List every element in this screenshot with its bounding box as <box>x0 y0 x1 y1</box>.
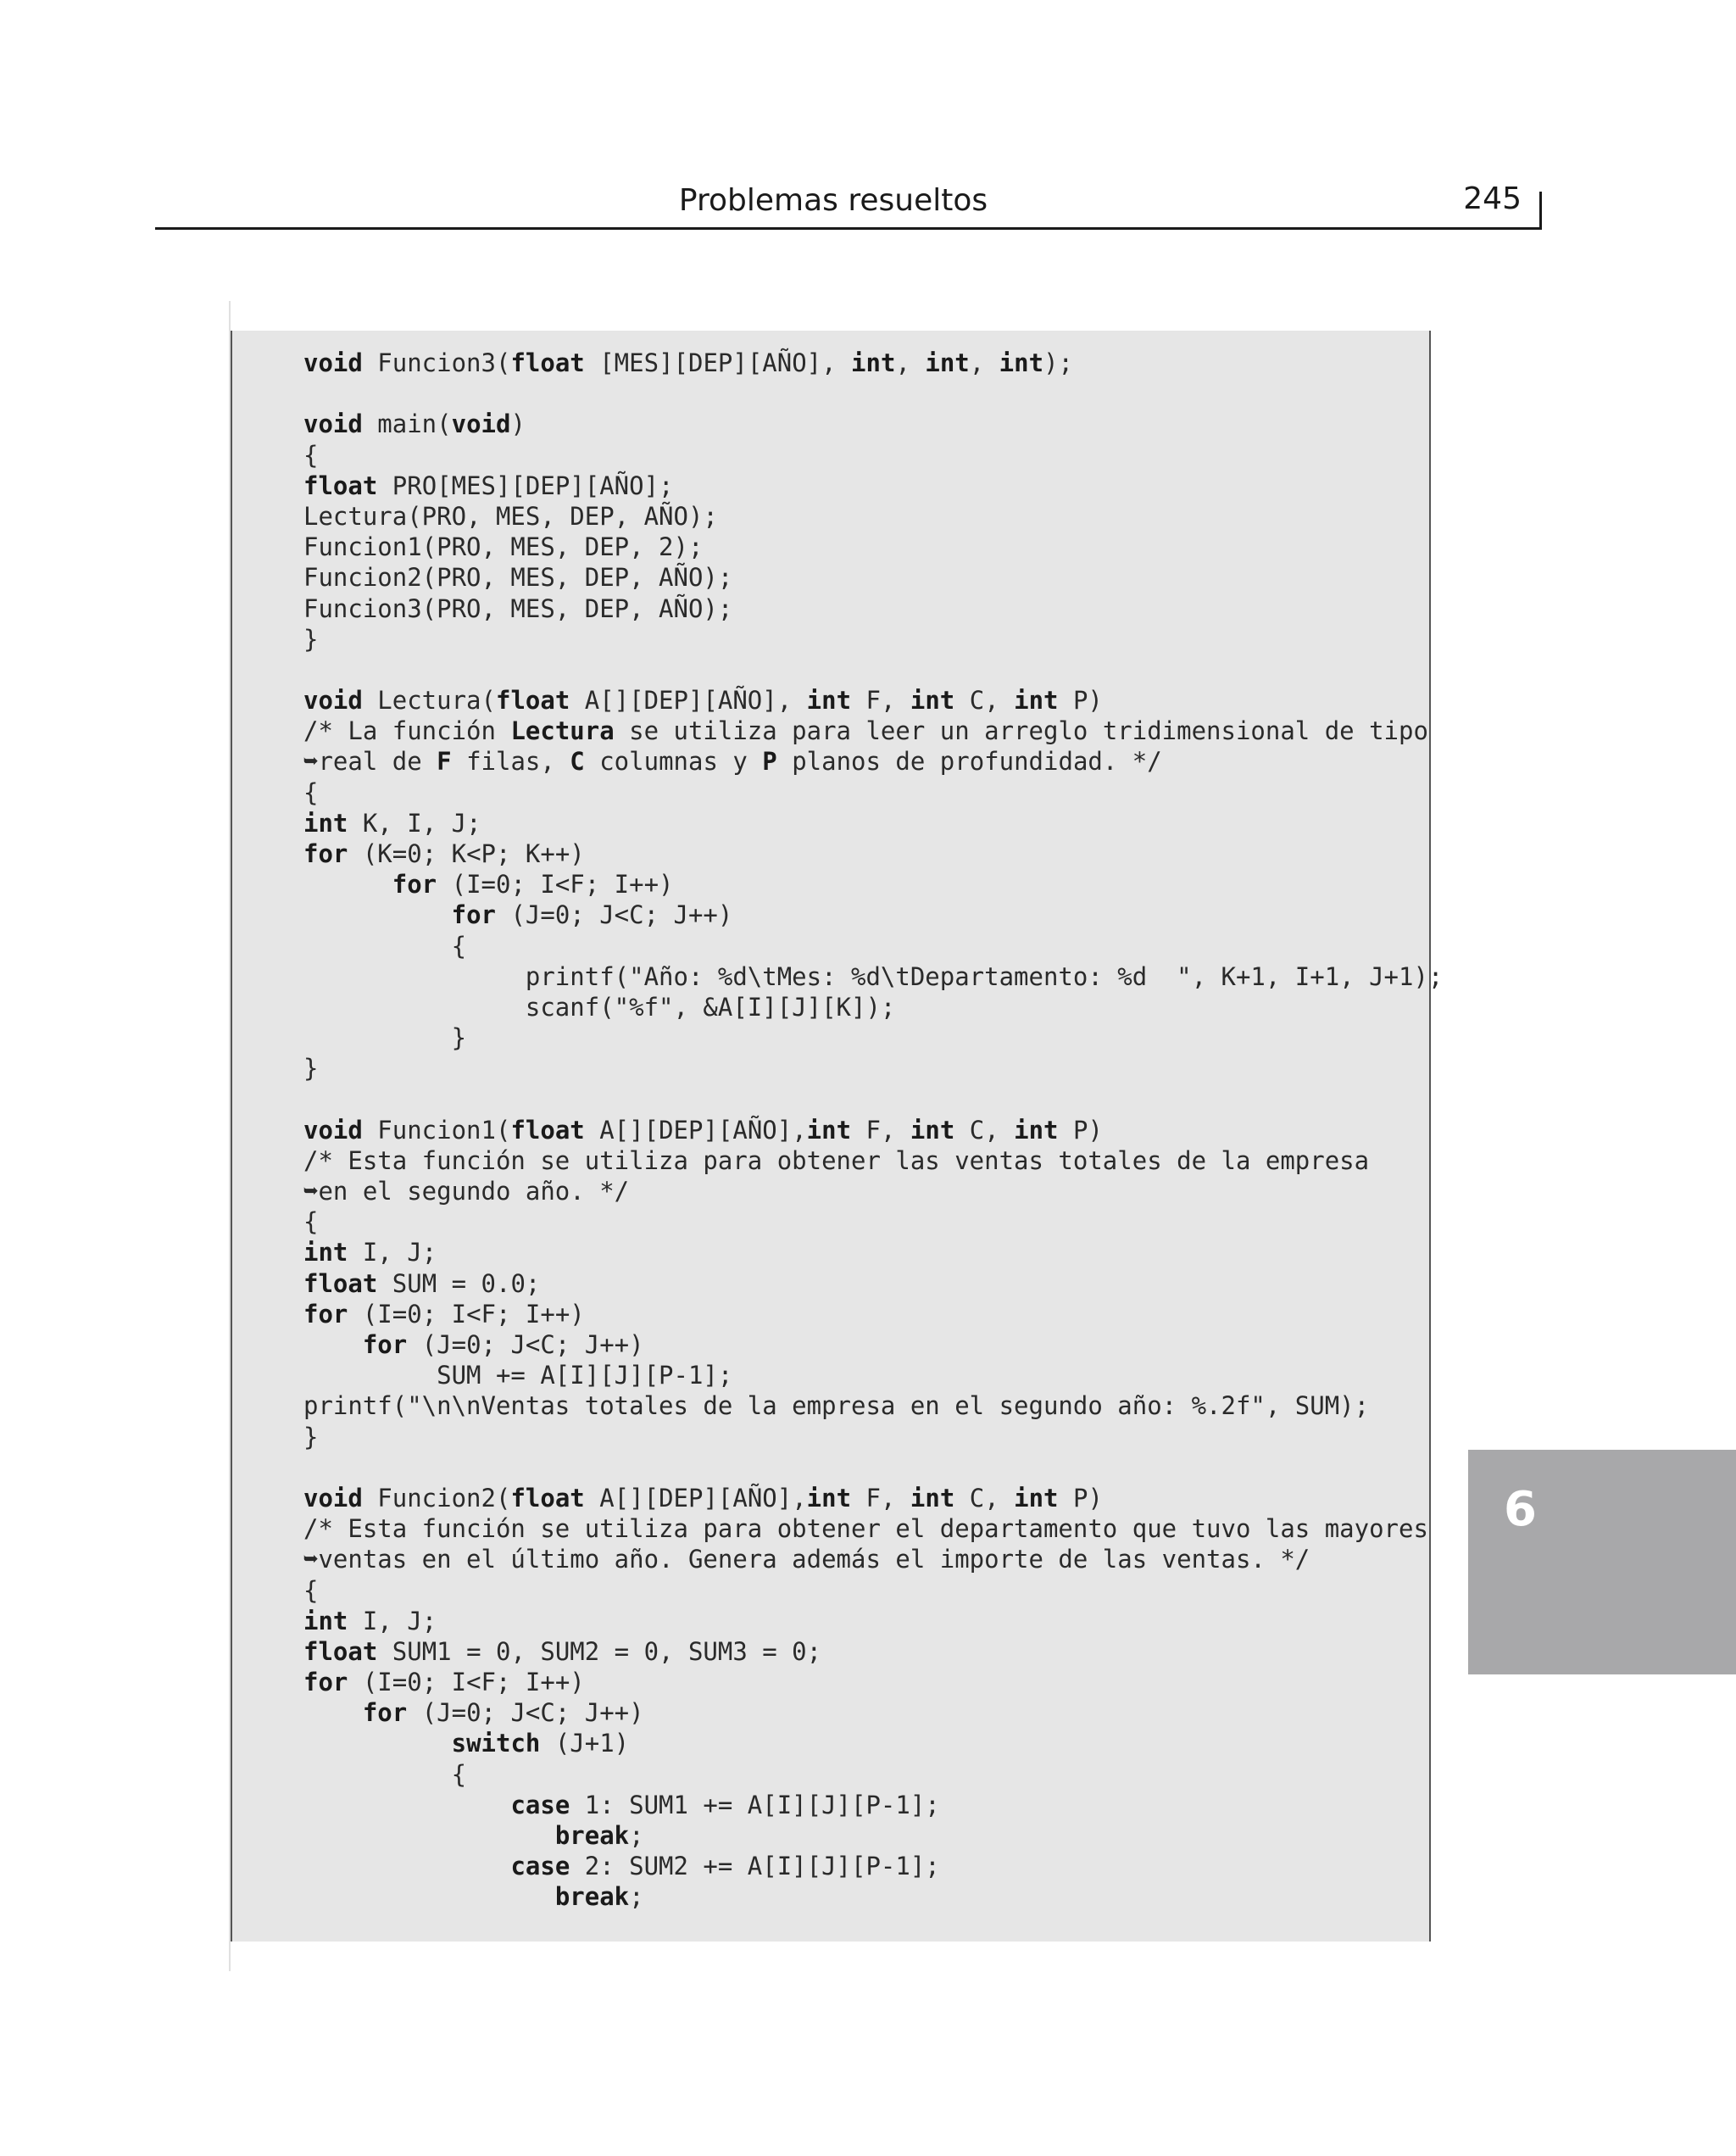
code-line: ➥ventas en el último año. Genera además el importe de las ventas. */ <box>303 1545 1310 1574</box>
code-line: } <box>303 1054 319 1084</box>
code-line: ➥real de F filas, C columnas y P planos de profundidad. */ <box>303 747 1162 777</box>
code-line: void Funcion3(float [MES][DEP][AÑO], int, int, int); <box>303 348 1073 377</box>
header-tick <box>1539 192 1542 230</box>
code-line: /* Esta función se utiliza para obtener el departamento que tuvo las mayores <box>303 1514 1428 1544</box>
code-line: } <box>303 624 319 654</box>
code-line <box>303 1084 1443 1115</box>
code-line: printf("Año: %d\tMes: %d\tDepartamento: %d ", K+1, I+1, J+1); <box>303 961 1444 991</box>
code-line: void Funcion1(float A[][DEP][AÑO],int F, int C, int P) <box>303 1115 1103 1145</box>
page-header <box>155 170 1542 231</box>
chapter-number: 6 <box>1504 1482 1537 1537</box>
code-line: { <box>303 777 319 807</box>
code-line: for (J=0; J<C; J++) <box>362 1330 644 1359</box>
header-rule <box>155 227 1542 230</box>
code-line: Funcion2(PRO, MES, DEP, AÑO); <box>303 563 733 593</box>
page-title: Problemas resueltos <box>678 183 988 218</box>
page-number: 245 <box>1463 181 1522 216</box>
code-line: void Funcion2(float A[][DEP][AÑO],int F, int C, int P) <box>303 1483 1103 1513</box>
code-line: { <box>303 931 467 961</box>
code-line: case 2: SUM2 += A[I][J][P-1]; <box>510 1852 940 1881</box>
code-line: scanf("%f", &A[I][J][K]); <box>303 992 896 1022</box>
code-line: int I, J; <box>303 1238 437 1267</box>
code-line: break; <box>554 1821 644 1850</box>
code-listing <box>303 348 1443 1913</box>
code-line: Funcion1(PRO, MES, DEP, 2); <box>303 532 704 562</box>
code-line: { <box>303 1759 467 1789</box>
code-line: break; <box>554 1882 644 1912</box>
code-line: float SUM = 0.0; <box>303 1268 541 1298</box>
code-line: /* La función Lectura se utiliza para leer un arreglo tridimensional de tipo <box>303 716 1428 746</box>
code-line: switch (J+1) <box>451 1729 630 1758</box>
code-line: for (J=0; J<C; J++) <box>362 1698 644 1728</box>
code-line <box>303 655 1443 685</box>
code-line: printf("\n\nVentas totales de la empresa en el segundo año: %.2f", SUM); <box>303 1391 1370 1421</box>
code-line: int I, J; <box>303 1606 437 1635</box>
code-line: { <box>303 1575 319 1605</box>
code-line: /* Esta función se utiliza para obtener las ventas totales de la empresa <box>303 1145 1370 1175</box>
code-line: for (K=0; K<P; K++) <box>303 839 585 868</box>
code-line <box>303 1452 1443 1483</box>
code-line: SUM += A[I][J][P-1]; <box>303 1361 733 1390</box>
chapter-tab <box>1468 1450 1736 1674</box>
code-line: for (J=0; J<C; J++) <box>451 900 733 930</box>
code-line <box>303 378 1443 409</box>
code-line: { <box>303 1207 319 1237</box>
code-line: void main(void) <box>303 409 526 439</box>
code-line: } <box>303 1422 319 1451</box>
code-line: for (I=0; I<F; I++) <box>392 870 674 900</box>
code-line: } <box>303 1023 467 1053</box>
code-line: Funcion3(PRO, MES, DEP, AÑO); <box>303 593 733 623</box>
code-line: for (I=0; I<F; I++) <box>303 1299 585 1329</box>
code-line: int K, I, J; <box>303 808 481 838</box>
code-line: ➥en el segundo año. */ <box>303 1177 630 1206</box>
code-line: { <box>303 440 319 470</box>
code-line: for (I=0; I<F; I++) <box>303 1668 585 1697</box>
code-line: void Lectura(float A[][DEP][AÑO], int F, int C, int P) <box>303 686 1103 716</box>
code-line: float SUM1 = 0, SUM2 = 0, SUM3 = 0; <box>303 1636 822 1666</box>
code-line: float PRO[MES][DEP][AÑO]; <box>303 471 674 500</box>
code-line: case 1: SUM1 += A[I][J][P-1]; <box>510 1790 940 1819</box>
code-line: Lectura(PRO, MES, DEP, AÑO); <box>303 501 718 531</box>
